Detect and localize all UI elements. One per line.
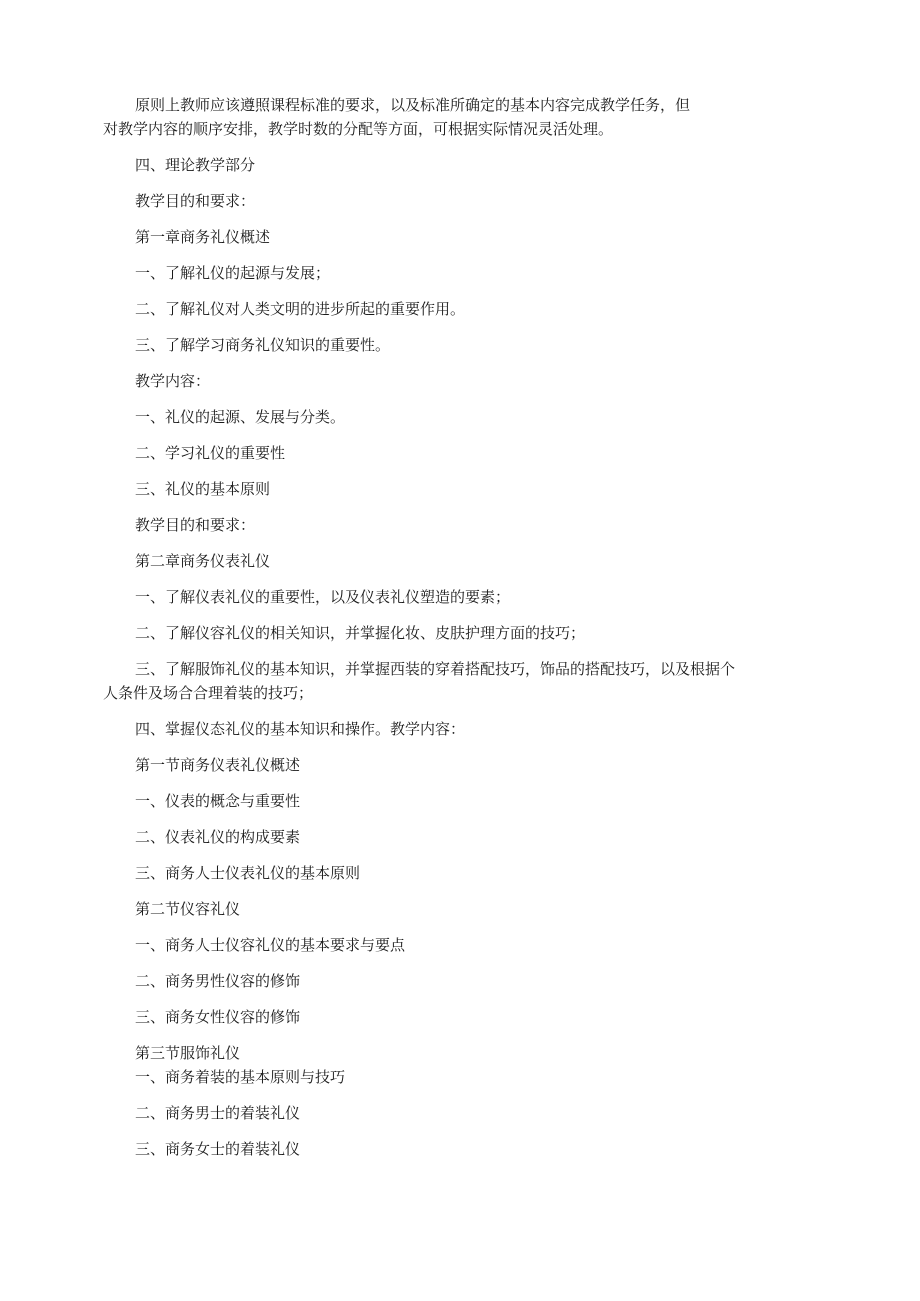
text-line: 三、礼仪的基本原则 bbox=[135, 480, 271, 498]
document-body bbox=[103, 93, 823, 1173]
text-line: 一、礼仪的起源、发展与分类。 bbox=[135, 408, 346, 426]
text-line: 三、商务女性仪容的修饰 bbox=[135, 1008, 301, 1026]
text-line: 二、商务男性仪容的修饰 bbox=[135, 972, 301, 990]
text-line: 第三节服饰礼仪 bbox=[135, 1044, 241, 1062]
text-line: 第一章商务礼仪概述 bbox=[135, 228, 271, 246]
text-line: 三、了解学习商务礼仪知识的重要性。 bbox=[135, 336, 391, 354]
text-line: 三、了解服饰礼仪的基本知识，并掌握西装的穿着搭配技巧，饰品的搭配技巧，以及根据个 bbox=[135, 660, 736, 678]
text-line: 一、仪表的概念与重要性 bbox=[135, 792, 301, 810]
text-line: 二、了解仪容礼仪的相关知识，并掌握化妆、皮肤护理方面的技巧； bbox=[135, 624, 586, 642]
text-line: 四、理论教学部分 bbox=[135, 156, 256, 174]
text-line: 三、商务女士的着装礼仪 bbox=[135, 1140, 301, 1158]
text-line: 教学内容： bbox=[135, 372, 211, 390]
text-line: 二、学习礼仪的重要性 bbox=[135, 444, 286, 462]
text-line: 一、了解仪表礼仪的重要性，以及仪表礼仪塑造的要素； bbox=[135, 588, 511, 606]
text-line: 三、商务人士仪表礼仪的基本原则 bbox=[135, 864, 361, 882]
text-line: 第二章商务仪表礼仪 bbox=[135, 552, 271, 570]
text-line: 二、了解礼仪对人类文明的进步所起的重要作用。 bbox=[135, 300, 466, 318]
text-line: 一、商务着装的基本原则与技巧 bbox=[135, 1068, 346, 1086]
text-line: 原则上教师应该遵照课程标准的要求，以及标准所确定的基本内容完成教学任务，但 bbox=[135, 96, 691, 114]
text-line: 二、商务男士的着装礼仪 bbox=[135, 1104, 301, 1122]
text-line: 对教学内容的顺序安排，教学时数的分配等方面，可根据实际情况灵活处理。 bbox=[103, 120, 614, 138]
text-line: 第二节仪容礼仪 bbox=[135, 900, 241, 918]
text-line: 人条件及场合合理着装的技巧； bbox=[103, 684, 314, 702]
text-line: 一、商务人士仪容礼仪的基本要求与要点 bbox=[135, 936, 406, 954]
text-line: 第一节商务仪表礼仪概述 bbox=[135, 756, 301, 774]
text-line: 四、掌握仪态礼仪的基本知识和操作。教学内容： bbox=[135, 720, 466, 738]
text-line: 教学目的和要求： bbox=[135, 516, 256, 534]
text-line: 二、仪表礼仪的构成要素 bbox=[135, 828, 301, 846]
text-line: 教学目的和要求： bbox=[135, 192, 256, 210]
text-line: 一、了解礼仪的起源与发展； bbox=[135, 264, 331, 282]
